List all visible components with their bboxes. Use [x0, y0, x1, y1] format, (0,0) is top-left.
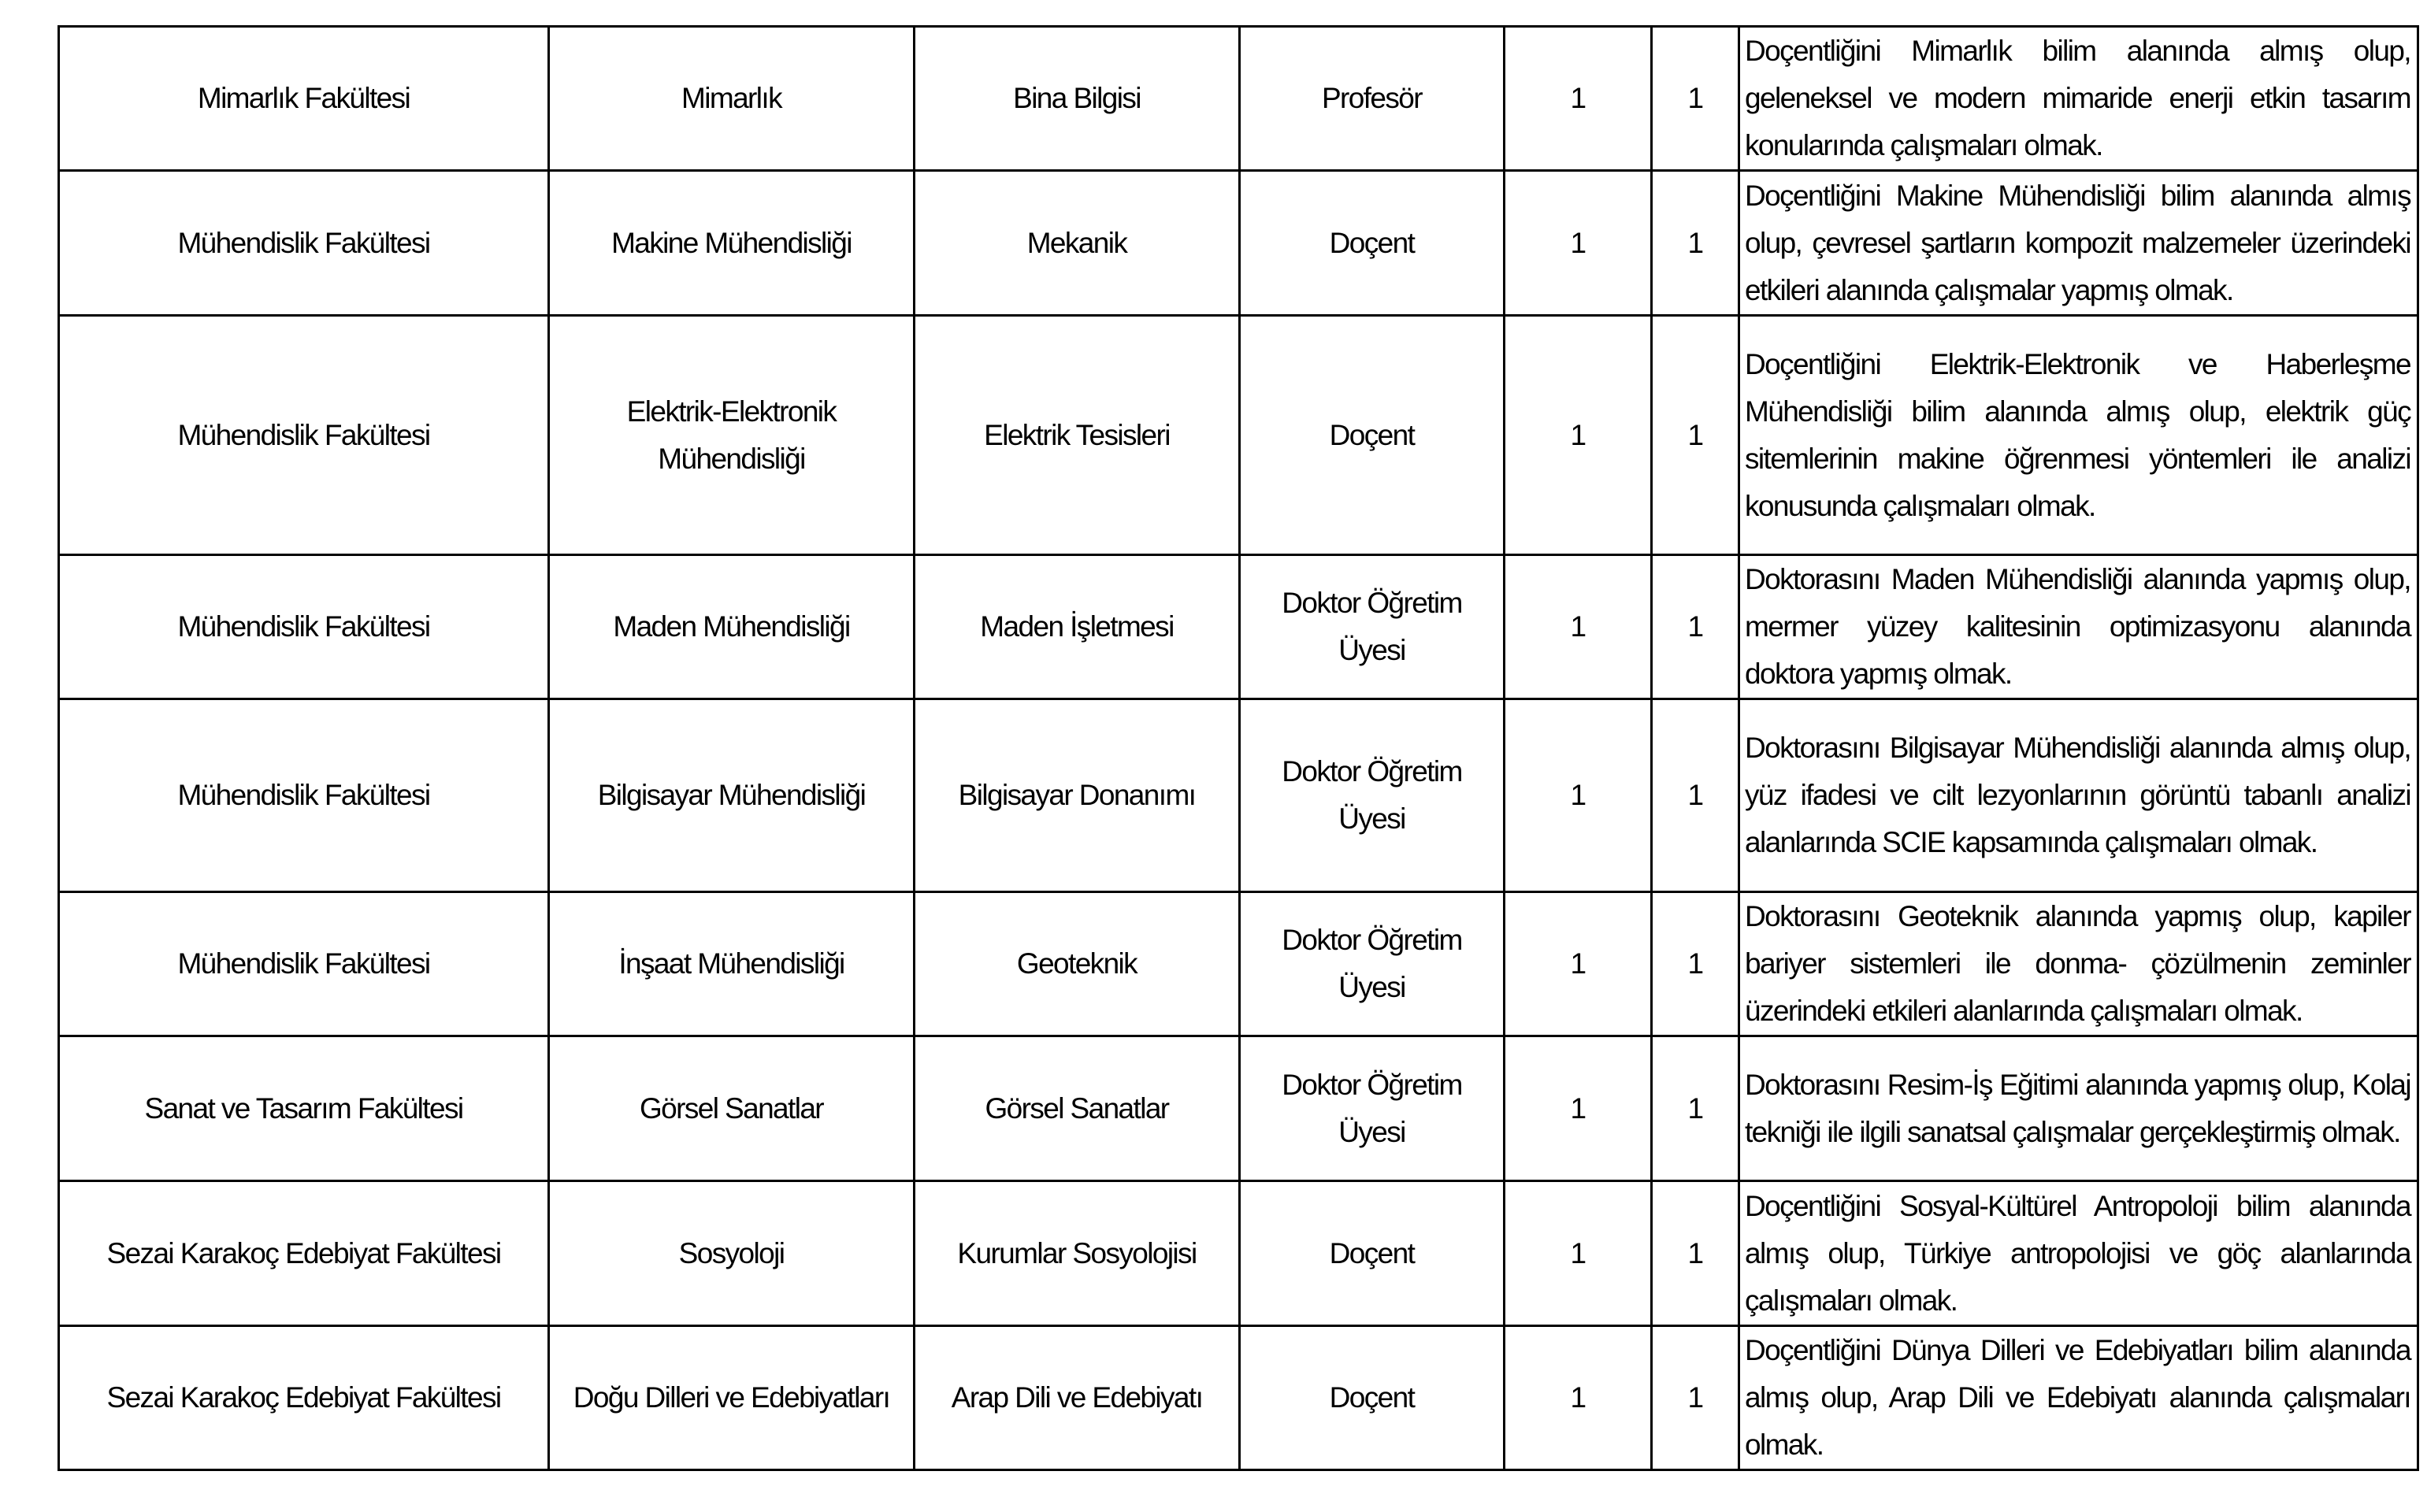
faculty-cell: Sanat ve Tasarım Fakültesi	[59, 1036, 549, 1181]
description-cell: Doçentliğini Sosyal-Kültürel Antropoloji bilim alanında almış olup, Türkiye antropolojisi ve göç alanlarında çalışmaları olmak.	[1739, 1181, 2418, 1326]
count-cell: 1	[1652, 27, 1739, 171]
department-cell: Görsel Sanatlar	[549, 1036, 915, 1181]
title-cell: Profesör	[1240, 27, 1505, 171]
discipline-cell: Maden İşletmesi	[915, 555, 1240, 699]
faculty-cell: Mühendislik Fakültesi	[59, 555, 549, 699]
count-cell: 1	[1652, 171, 1739, 316]
faculty-cell: Mühendislik Fakültesi	[59, 316, 549, 555]
count-cell: 1	[1652, 316, 1739, 555]
count-cell: 1	[1505, 171, 1652, 316]
department-cell: Elektrik-Elektronik Mühendisliği	[549, 316, 915, 555]
description-cell: Doktorasını Bilgisayar Mühendisliği alanında almış olup, yüz ifadesi ve cilt lezyonlarının görüntü tabanlı analizi alanlarında SCIE kapsamında çalışmaları olmak.	[1739, 699, 2418, 892]
count-cell: 1	[1652, 1181, 1739, 1326]
count-cell: 1	[1505, 27, 1652, 171]
count-cell: 1	[1505, 1326, 1652, 1470]
count-cell: 1	[1505, 892, 1652, 1036]
discipline-cell: Geoteknik	[915, 892, 1240, 1036]
description-cell: Doçentliğini Elektrik-Elektronik ve Haberleşme Mühendisliği bilim alanında almış olup, elektrik güç sitemlerinin makine öğrenmesi yöntemleri ile analizi konusunda çalışmaları olmak.	[1739, 316, 2418, 555]
discipline-cell: Mekanik	[915, 171, 1240, 316]
description-cell: Doktorasını Geoteknik alanında yapmış olup, kapiler bariyer sistemleri ile donma- çözülmenin zeminler üzerindeki etkileri alanlarında çalışmaları olmak.	[1739, 892, 2418, 1036]
discipline-cell: Bina Bilgisi	[915, 27, 1240, 171]
title-cell: Doktor Öğretim Üyesi	[1240, 555, 1505, 699]
table-row	[59, 555, 2418, 699]
table-row	[59, 699, 2418, 892]
faculty-cell: Mühendislik Fakültesi	[59, 171, 549, 316]
title-cell: Doçent	[1240, 1326, 1505, 1470]
count-cell: 1	[1652, 699, 1739, 892]
title-cell: Doktor Öğretim Üyesi	[1240, 1036, 1505, 1181]
description-cell: Doktorasını Resim-İş Eğitimi alanında yapmış olup, Kolaj tekniği ile ilgili sanatsal çalışmalar gerçekleştirmiş olmak.	[1739, 1036, 2418, 1181]
count-cell: 1	[1505, 699, 1652, 892]
count-cell: 1	[1652, 1036, 1739, 1181]
title-cell: Doçent	[1240, 316, 1505, 555]
table-row	[59, 171, 2418, 316]
table-row	[59, 1036, 2418, 1181]
description-cell: Doktorasını Maden Mühendisliği alanında yapmış olup, mermer yüzey kalitesinin optimizasyonu alanında doktora yapmış olmak.	[1739, 555, 2418, 699]
faculty-cell: Mühendislik Fakültesi	[59, 892, 549, 1036]
discipline-cell: Elektrik Tesisleri	[915, 316, 1240, 555]
faculty-cell: Sezai Karakoç Edebiyat Fakültesi	[59, 1326, 549, 1470]
title-cell: Doçent	[1240, 1181, 1505, 1326]
table-row	[59, 316, 2418, 555]
department-cell: Doğu Dilleri ve Edebiyatları	[549, 1326, 915, 1470]
description-cell: Doçentliğini Mimarlık bilim alanında almış olup, geleneksel ve modern mimaride enerji etkin tasarım konularında çalışmaları olmak.	[1739, 27, 2418, 171]
positions-table	[58, 25, 2419, 1471]
discipline-cell: Görsel Sanatlar	[915, 1036, 1240, 1181]
count-cell: 1	[1505, 555, 1652, 699]
description-cell: Doçentliğini Dünya Dilleri ve Edebiyatları bilim alanında almış olup, Arap Dili ve Edebiyatı alanında çalışmaları olmak.	[1739, 1326, 2418, 1470]
department-cell: Bilgisayar Mühendisliği	[549, 699, 915, 892]
count-cell: 1	[1652, 1326, 1739, 1470]
faculty-cell: Mimarlık Fakültesi	[59, 27, 549, 171]
department-cell: Sosyoloji	[549, 1181, 915, 1326]
table-row	[59, 27, 2418, 171]
department-cell: Maden Mühendisliği	[549, 555, 915, 699]
discipline-cell: Kurumlar Sosyolojisi	[915, 1181, 1240, 1326]
faculty-cell: Sezai Karakoç Edebiyat Fakültesi	[59, 1181, 549, 1326]
title-cell: Doktor Öğretim Üyesi	[1240, 892, 1505, 1036]
title-cell: Doktor Öğretim Üyesi	[1240, 699, 1505, 892]
description-cell: Doçentliğini Makine Mühendisliği bilim alanında almış olup, çevresel şartların kompozit malzemeler üzerindeki etkileri alanında çalışmalar yapmış olmak.	[1739, 171, 2418, 316]
count-cell: 1	[1505, 316, 1652, 555]
count-cell: 1	[1505, 1036, 1652, 1181]
count-cell: 1	[1652, 892, 1739, 1036]
count-cell: 1	[1652, 555, 1739, 699]
table-row	[59, 1326, 2418, 1470]
count-cell: 1	[1505, 1181, 1652, 1326]
faculty-cell: Mühendislik Fakültesi	[59, 699, 549, 892]
title-cell: Doçent	[1240, 171, 1505, 316]
department-cell: İnşaat Mühendisliği	[549, 892, 915, 1036]
department-cell: Makine Mühendisliği	[549, 171, 915, 316]
table-row	[59, 1181, 2418, 1326]
discipline-cell: Bilgisayar Donanımı	[915, 699, 1240, 892]
discipline-cell: Arap Dili ve Edebiyatı	[915, 1326, 1240, 1470]
department-cell: Mimarlık	[549, 27, 915, 171]
table-row	[59, 892, 2418, 1036]
